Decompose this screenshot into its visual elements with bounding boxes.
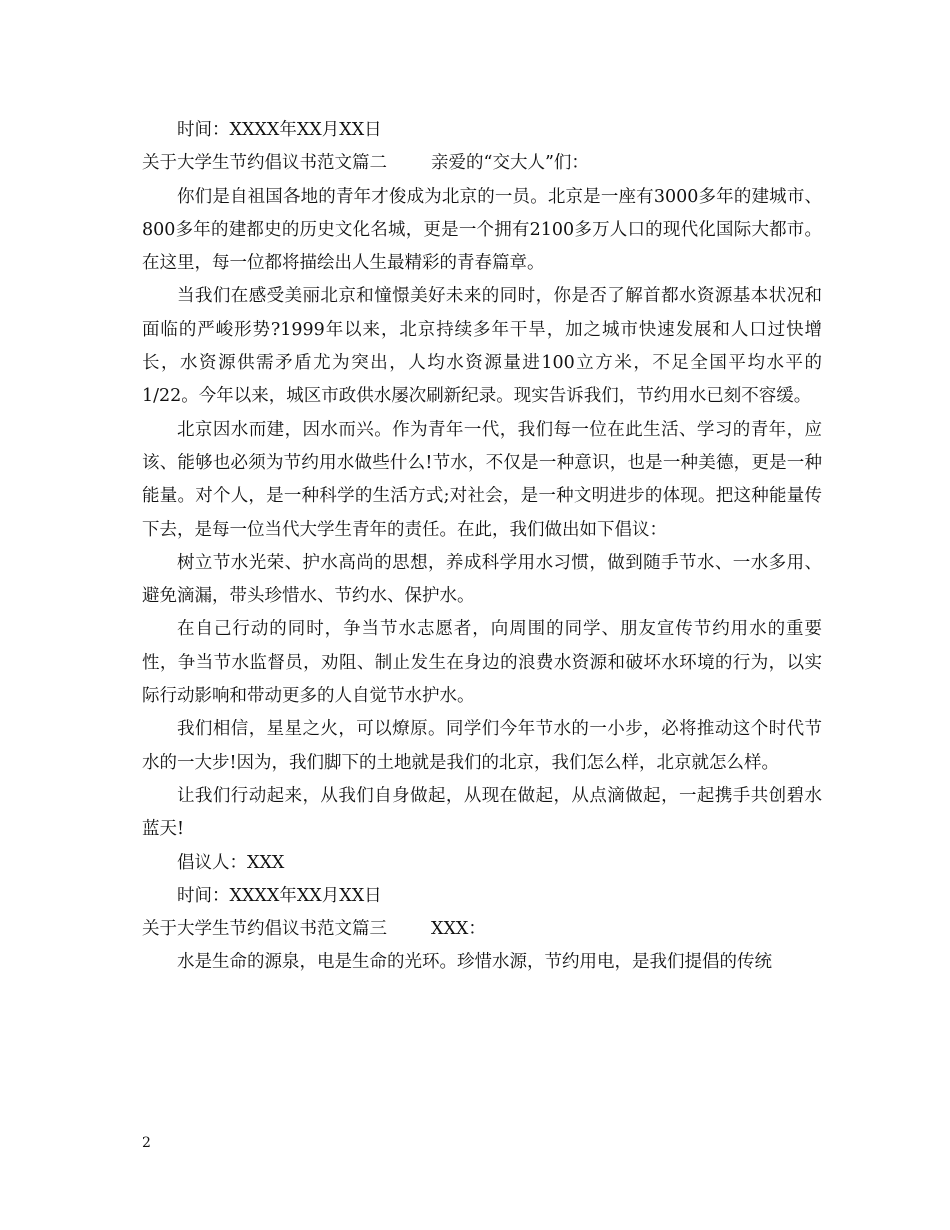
salutation: 亲爱的“交大人”们：: [431, 153, 589, 174]
section-heading-line: [142, 147, 822, 180]
page-number: 2: [142, 1135, 151, 1151]
section-heading-line: [142, 913, 822, 946]
signer-line: 倡议人：XXX: [177, 852, 285, 873]
document-body: [142, 114, 822, 980]
paragraph: 在自己行动的同时，争当节水志愿者，向周围的同学、朋友宣传节约用水的重要性，争当节水监督员，劝阻、制止发生在身边的浪费水资源和破坏水环境的行为，以实际行动影响和带动更多的人自觉节水护水。: [142, 619, 822, 707]
date-line: 时间：XXXX年XX月XX日: [177, 885, 382, 906]
paragraph: 让我们行动起来，从我们自身做起，从现在做起，从点滴做起，一起携手共创碧水蓝天!: [142, 785, 822, 840]
salutation: XXX：: [431, 919, 486, 940]
section-heading: 关于大学生节约倡议书范文篇三: [142, 919, 387, 940]
paragraph: 北京因水而建，因水而兴。作为青年一代，我们每一位在此生活、学习的青年，应该、能够也必须为节约用水做些什么!节水，不仅是一种意识，也是一种美德，更是一种能量。对个人，是一种科学的生活方式;对社会，是一种文明进步的体现。把这种能量传下去，是每一位当代大学生青年的责任。在此，我们做出如下倡议：: [142, 419, 822, 540]
paragraph: 当我们在感受美丽北京和憧憬美好未来的同时，你是否了解首都水资源基本状况和面临的严峻形势?1999年以来，北京持续多年干旱，加之城市快速发展和人口过快增长，水资源供需矛盾尤为突出，人均水资源量进100立方米，不足全国平均水平的1/22。今年以来，城区市政供水屡次刷新纪录。现实告诉我们，节约用水已刻不容缓。: [142, 286, 822, 407]
date-line: 时间：XXXX年XX月XX日: [177, 120, 382, 140]
paragraph: 水是生命的源泉，电是生命的光环。珍惜水源，节约用电，是我们提倡的传统: [177, 952, 772, 973]
paragraph: 树立节水光荣、护水高尚的思想，养成科学用水习惯，做到随手节水、一水多用、避免滴漏，带头珍惜水、节约水、保护水。: [142, 552, 822, 607]
paragraph: 你们是自祖国各地的青年才俊成为北京的一员。北京是一座有3000多年的建城市、800多年的建都史的历史文化名城，更是一个拥有2100多万人口的现代化国际大都市。在这里，每一位都将描绘出人生最精彩的青春篇章。: [142, 186, 822, 274]
section-heading: 关于大学生节约倡议书范文篇二: [142, 153, 387, 174]
paragraph: 我们相信，星星之火，可以燎原。同学们今年节水的一小步，必将推动这个时代节水的一大步!因为，我们脚下的土地就是我们的北京，我们怎么样，北京就怎么样。: [142, 719, 822, 773]
